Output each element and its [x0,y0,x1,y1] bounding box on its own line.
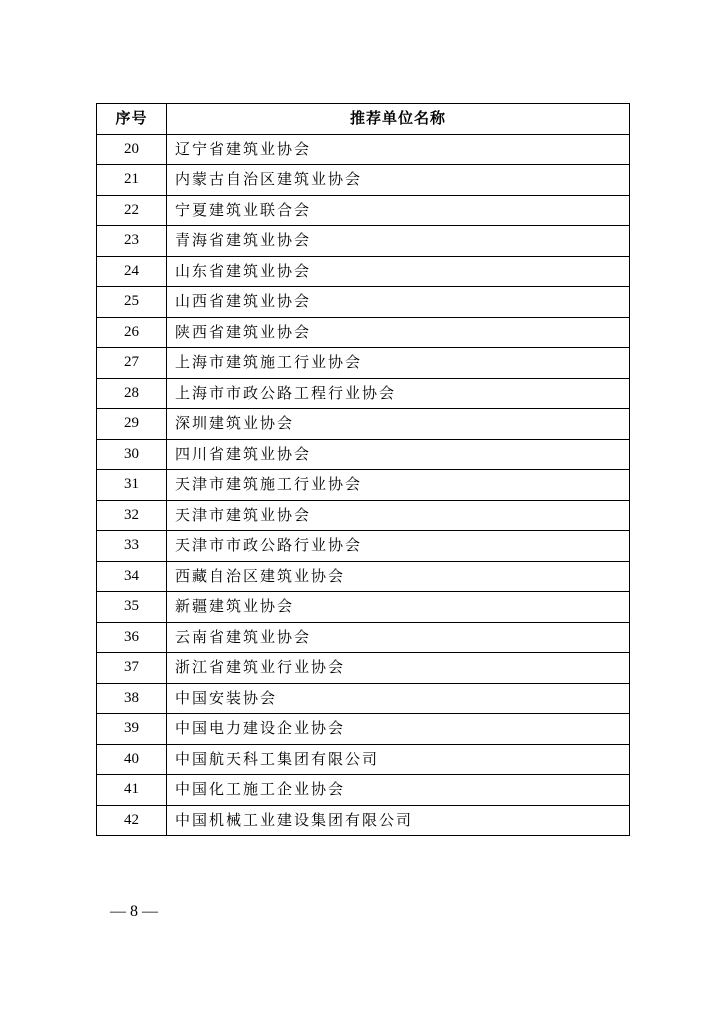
table-row [97,348,630,379]
row-index: 42 [97,805,167,836]
row-index: 26 [97,317,167,348]
row-index: 39 [97,714,167,745]
row-index: 30 [97,439,167,470]
row-index: 29 [97,409,167,440]
row-index: 34 [97,561,167,592]
table-row [97,683,630,714]
row-name: 中国航天科工集团有限公司 [167,744,630,775]
table-row [97,165,630,196]
row-index: 36 [97,622,167,653]
table-header-row [97,104,630,135]
row-name: 中国化工施工企业协会 [167,775,630,806]
row-name: 宁夏建筑业联合会 [167,195,630,226]
row-name: 云南省建筑业协会 [167,622,630,653]
header-index: 序号 [97,104,167,135]
table-row [97,775,630,806]
row-index: 32 [97,500,167,531]
row-name: 中国机械工业建设集团有限公司 [167,805,630,836]
table-row [97,226,630,257]
row-index: 35 [97,592,167,623]
row-index: 27 [97,348,167,379]
row-name: 西藏自治区建筑业协会 [167,561,630,592]
row-index: 23 [97,226,167,257]
row-name: 浙江省建筑业行业协会 [167,653,630,684]
table-row [97,317,630,348]
row-name: 深圳建筑业协会 [167,409,630,440]
table-row [97,470,630,501]
table-row [97,805,630,836]
row-name: 内蒙古自治区建筑业协会 [167,165,630,196]
table-row [97,531,630,562]
table-row [97,744,630,775]
table-body [97,134,630,836]
row-index: 41 [97,775,167,806]
table-row [97,409,630,440]
page-number: — 8 — [110,903,158,920]
row-name: 中国安装协会 [167,683,630,714]
table-row [97,500,630,531]
row-index: 38 [97,683,167,714]
row-name: 天津市建筑业协会 [167,500,630,531]
row-name: 山东省建筑业协会 [167,256,630,287]
recommendation-table [96,103,630,836]
row-index: 25 [97,287,167,318]
row-name: 辽宁省建筑业协会 [167,134,630,165]
table-row [97,134,630,165]
row-index: 21 [97,165,167,196]
row-name: 天津市市政公路行业协会 [167,531,630,562]
row-index: 28 [97,378,167,409]
table-row [97,592,630,623]
row-name: 四川省建筑业协会 [167,439,630,470]
table-row [97,622,630,653]
header-name: 推荐单位名称 [167,104,630,135]
row-name: 上海市建筑施工行业协会 [167,348,630,379]
table-row [97,439,630,470]
row-index: 40 [97,744,167,775]
row-name: 新疆建筑业协会 [167,592,630,623]
table-row [97,195,630,226]
row-index: 20 [97,134,167,165]
table-row [97,256,630,287]
row-index: 37 [97,653,167,684]
table-row [97,378,630,409]
row-name: 上海市市政公路工程行业协会 [167,378,630,409]
table-row [97,714,630,745]
row-name: 陕西省建筑业协会 [167,317,630,348]
table-row [97,653,630,684]
row-index: 24 [97,256,167,287]
row-name: 天津市建筑施工行业协会 [167,470,630,501]
row-index: 31 [97,470,167,501]
row-name: 青海省建筑业协会 [167,226,630,257]
row-index: 33 [97,531,167,562]
table-row [97,287,630,318]
row-name: 中国电力建设企业协会 [167,714,630,745]
row-index: 22 [97,195,167,226]
table-row [97,561,630,592]
row-name: 山西省建筑业协会 [167,287,630,318]
